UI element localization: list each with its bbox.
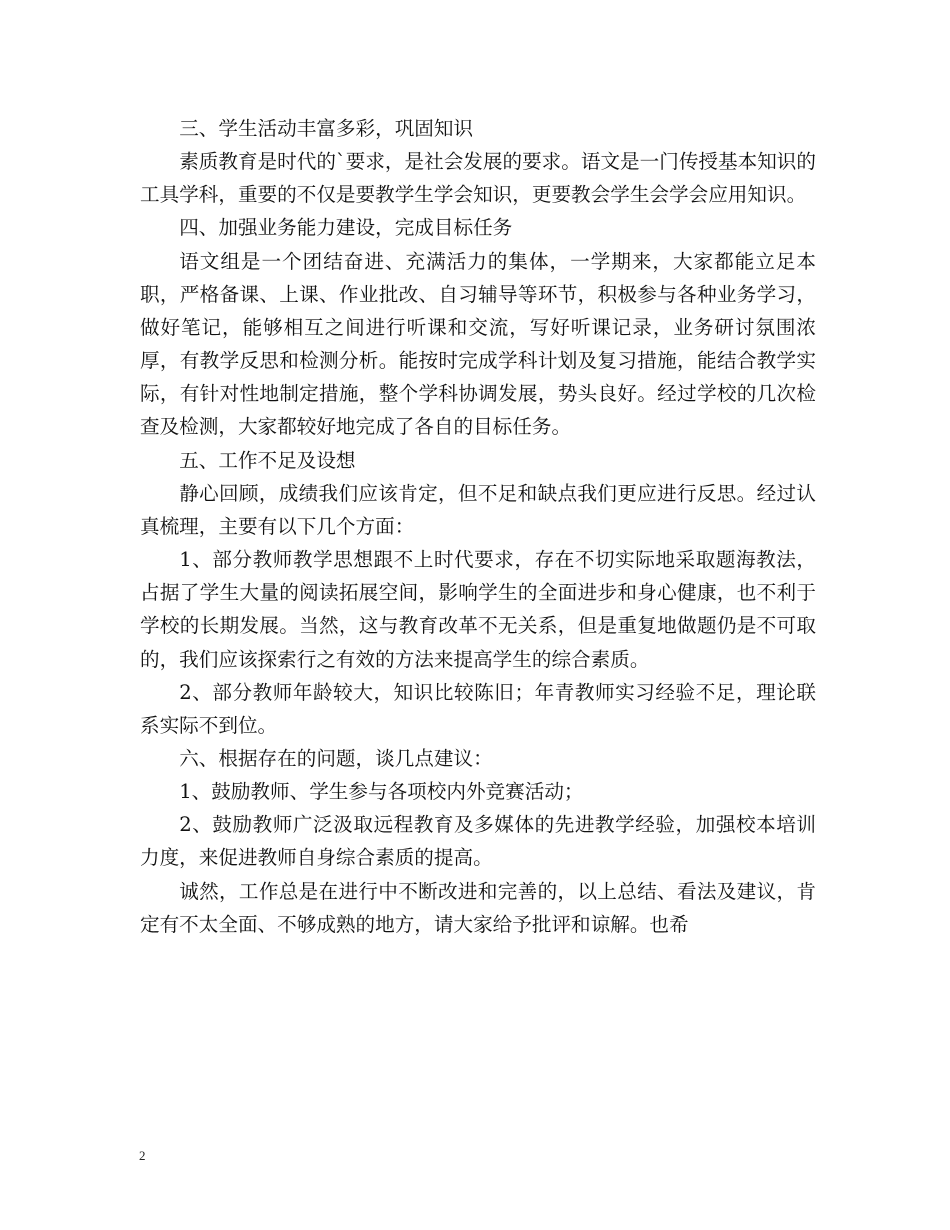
list-item-suggestion-2: 2、鼓励教师广泛汲取远程教育及多媒体的先进教学经验，加强校本培训力度，来促进教师自身综合素质的提高。 [140,813,816,870]
paragraph-reflection: 静心回顾，成绩我们应该肯定，但不足和缺点我们更应进行反思。经过认真梳理，主要有以下几个方面： [140,481,816,538]
paragraph-conclusion: 诚然，工作总是在进行中不断改进和完善的，以上总结、看法及建议，肯定有不太全面、不够成熟的地方，请大家给予批评和谅解。也希 [140,879,816,936]
section-heading-suggestions: 六、根据存在的问题，谈几点建议： [179,746,493,770]
document-body [140,112,816,941]
paragraph-chinese-group: 语文组是一个团结奋进、充满活力的集体，一学期来，大家都能立足本职，严格备课、上课、作业批改、自习辅导等环节，积极参与各种业务学习，做好笔记，能够相互之间进行听课和交流，写好听课记录，业务研讨氛围浓厚，有教学反思和检测分析。能按时完成学科计划及复习措施，能结合教学实际，有针对性地制定措施，整个学科协调发展，势头良好。经过学校的几次检查及检测，大家都较好地完成了各自的目标任务。 [140,249,816,439]
list-item-suggestion-1: 1、鼓励教师、学生参与各项校内外竞赛活动； [179,780,584,804]
page-number: 2 [139,1148,146,1163]
section-heading-shortcomings: 五、工作不足及设想 [179,448,356,472]
section-heading-activities: 三、学生活动丰富多彩，巩固知识 [179,117,474,140]
list-item-shortcoming-2: 2、部分教师年龄较大，知识比较陈旧；年青教师实习经验不足，理论联系实际不到位。 [140,680,816,737]
paragraph-quality-education: 素质教育是时代的`要求，是社会发展的要求。语文是一门传授基本知识的工具学科，重要的不仅是要教学生学会知识，更要教会学生会学会应用知识。 [140,150,816,207]
section-heading-capability: 四、加强业务能力建设，完成目标任务 [179,216,513,240]
list-item-shortcoming-1: 1、部分教师教学思想跟不上时代要求，存在不切实际地采取题海教法，占据了学生大量的阅读拓展空间，影响学生的全面进步和身心健康，也不利于学校的长期发展。当然，这与教育改革不无关系，但是重复地做题仍是不可取的，我们应该探索行之有效的方法来提高学生的综合素质。 [140,548,816,671]
